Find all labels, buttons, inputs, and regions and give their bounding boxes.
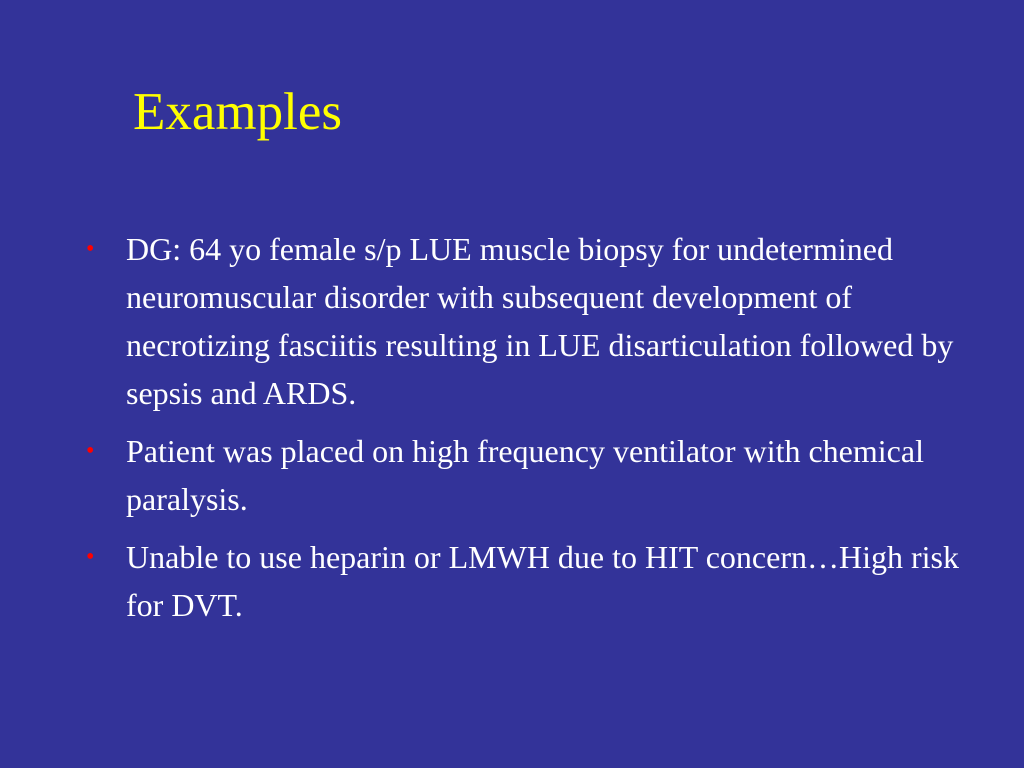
bullet-icon: •	[86, 236, 95, 262]
bullet-item	[84, 225, 964, 417]
bullet-text: Patient was placed on high frequency ventilator with chemical paralysis.	[126, 433, 924, 517]
slide-title: Examples	[133, 83, 342, 141]
bullet-icon: •	[86, 438, 95, 464]
bullet-text: DG: 64 yo female s/p LUE muscle biopsy for undetermined neuromuscular disorder with subsequent development of necrotizing fasciitis resulting in LUE disarticulation followed by sepsis and ARDS.	[126, 231, 954, 411]
bullet-icon: •	[86, 544, 95, 570]
bullet-list	[84, 225, 964, 639]
bullet-text: Unable to use heparin or LMWH due to HIT concern…High risk for DVT.	[126, 539, 959, 623]
bullet-item	[84, 427, 964, 523]
bullet-item	[84, 533, 964, 629]
